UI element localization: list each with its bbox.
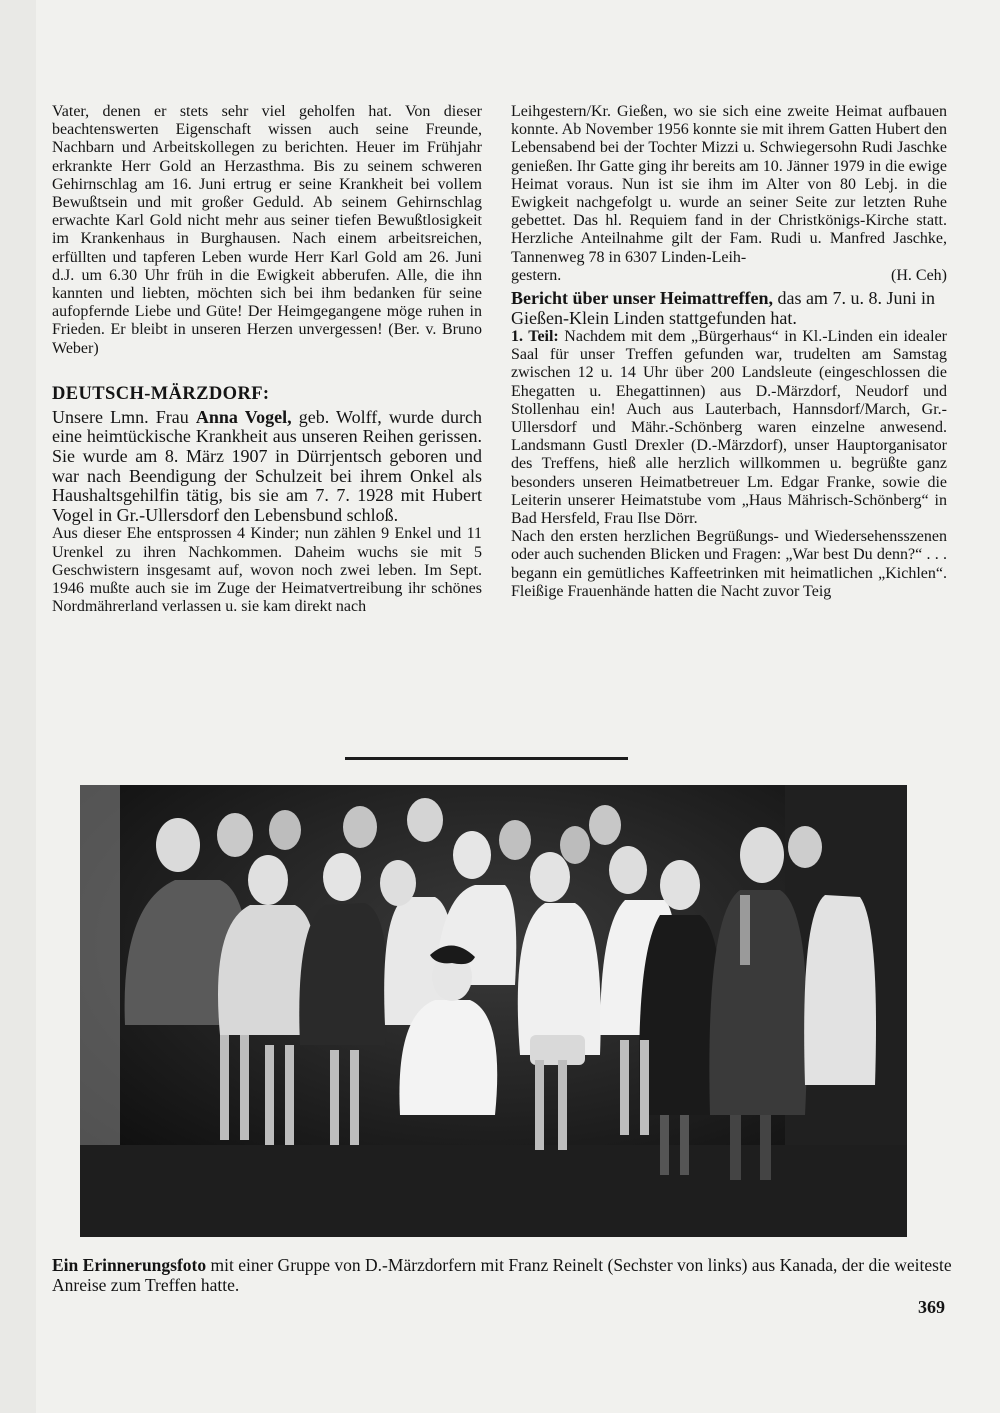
- report-subtitle: das am 7. u. 8. Juni in Gießen-Klein Linden stattgefunden hat.: [511, 288, 935, 328]
- photo-caption: [52, 1255, 952, 1295]
- lead-text-2: geb. Wolff, wurde durch eine heimtückische Krankheit aus unseren Reihen gerissen. Sie wurde am 8. März 1907 in Dürrjentsch geboren und war nach Beendigung der Schulzeit bei ihrem Onkel als Haushaltsgehilfin tätig, bis sie am 7. 7. 1928 mit Hubert Vogel in Gr.-Ullersdorf den Lebensbund schloß.: [52, 406, 483, 525]
- part-label: 1. Teil:: [511, 328, 559, 346]
- vogel-obituary-body: Aus dieser Ehe entsprossen 4 Kinder; nun zählen 9 Enkel und 11 Urenkel zu ihren Nachkommen. Daheim wuchs sie mit 5 Geschwistern insgesamt auf, wovon noch zwei leben. Im Sept. 1946 mußte auch sie im Zuge der Heimatvertreibung ihr schönes Nordmährerland verlassen u. sie kam direkt nach: [52, 525, 482, 616]
- report-title: Bericht über unser Heimattreffen,: [511, 288, 773, 309]
- page-number: 369: [918, 1297, 945, 1317]
- person-name: Anna Vogel,: [195, 406, 292, 427]
- right-column: [511, 103, 947, 601]
- group-photo: [80, 785, 907, 1237]
- left-column: [52, 103, 482, 616]
- author: (H. Ceh): [891, 266, 947, 284]
- section-divider: [345, 757, 628, 760]
- report-closing-text: Nach den ersten herzlichen Begrüßungs- und Wiedersehensszenen oder auch suchenden Blicken und Fragen: „War best Du denn?“ . . . begann ein gemütliches Kaffeetrinken mit heimatlichen „Kichlen“. Fleißige Frauenhände hatten die Nacht zuvor Teig: [511, 528, 947, 600]
- group-photo-illustration: [80, 785, 907, 1237]
- report-heading: [511, 289, 947, 328]
- section-heading: DEUTSCH-MÄRZDORF:: [52, 383, 270, 404]
- lead-text-1: Unsere Lmn. Frau: [52, 406, 196, 427]
- vogel-obituary-lead: [52, 408, 482, 526]
- obituary-signature-line: [511, 267, 947, 285]
- floor: [80, 1145, 907, 1237]
- part-text: Nachdem mit dem „Bürgerhaus“ in Kl.-Linden ein idealer Saal für unser Treffen gefunden war, trudelten am Samstag zwischen 12 u. 14 Uhr über 200 Landsleute (eingeschlossen die Ehegatten u. Ehegattinnen) aus D.-Märzdorf, Neudorf und Stollenhau ein! Auch aus Lauterbach, Hannsdorf/March, Gr.-Ullersdorf und Mähr.-Schönberg waren einzelne anwesend. Landsmann Gustl Drexler (D.-Märzdorf), unser Hauptorganisator des Treffens, hieß alle herzlich willkommen u. begrüßte ganz besonders unseren Heimatbetreuer Lm. Edgar Franke, sowie die Leiterin unserer Heimatstube vom „Haus Mährisch-Schönberg“ in Bad Hersfeld, Frau Ilse Dörr.: [511, 328, 947, 528]
- caption-lead: Ein Erinnerungsfoto: [52, 1255, 207, 1275]
- caption-text: mit einer Gruppe von D.-Märzdorfern mit Franz Reinelt (Sechster von links) aus Kanada, der die weiteste Anreise zum Treffen hatte.: [52, 1255, 952, 1295]
- vogel-obituary-continued: Leihgestern/Kr. Gießen, wo sie sich eine zweite Heimat aufbauen konnte. Ab November 1956 konnte sie mit ihrem Gatten Hubert den Lebensabend bei der Tochter Mizzi u. Schwiegersohn Rudi Jaschke genießen. Ihr Gatte ging ihr bereits am 10. Jänner 1979 in die ewige Heimat voraus. Nun ist sie ihm im Alter von 80 Lebj. in die Ewigkeit nachgefolgt u. wurde an seiner Seite zur letzten Ruhe gebettet. Das hl. Requiem fand in der Christkönigs-Kirche statt. Herzliche Anteilnahme gilt der Fam. Rudi u. Manfred Jaschke, Tannenweg 78 in 6307 Linden-Leih-: [511, 103, 947, 266]
- report-part-one: [511, 328, 947, 528]
- gold-obituary-text: Vater, denen er stets sehr viel geholfen hat. Von dieser beachtenswerten Eigenschaft wissen auch seine Freunde, Nachbarn und Arbeitskollegen zu berichten. Heuer im Frühjahr erkrankte Herr Gold an Herzasthma. Bis zu seinem schweren Gehirnschlag am 16. Juni ertrug er seine Krankheit bei vollem Bewußtsein und mit großer Geduld. Ab seinem Gehirnschlag erwachte Karl Gold nicht mehr aus seiner tiefen Bewußtlosigkeit im Krankenhaus in Burghausen. Nach einem arbeitsreichen, erfüllten und tapferen Leben wurde Herr Karl Gold am 26. Juni d.J. um 6.30 Uhr früh in die Ewigkeit abberufen. Alle, die ihn kannten und liebten, möchten sich bei ihm bedanken für seine aufopfernde Liebe und Güte! Der Heimgegangene möge ruhen in Frieden. Er bleibt in unseren Herzen unvergessen! (Ber. v. Bruno Weber): [52, 103, 482, 357]
- last-line: gestern.: [511, 266, 562, 284]
